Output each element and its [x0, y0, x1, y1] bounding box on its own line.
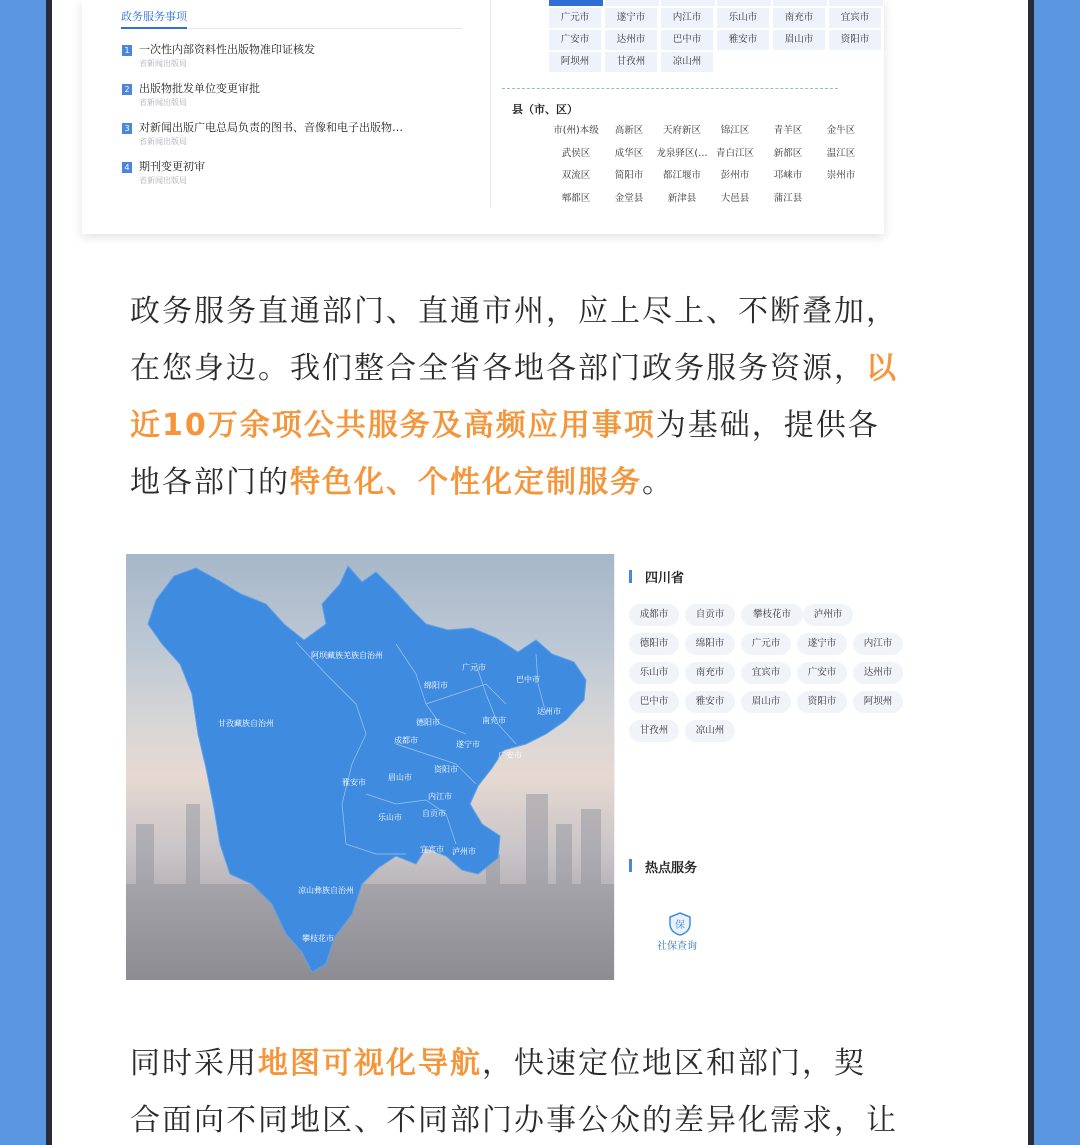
- county-link[interactable]: 双流区: [561, 170, 591, 181]
- service-number: 3: [122, 123, 132, 134]
- province-city-pill[interactable]: 阿坝州: [853, 691, 903, 713]
- closing-paragraph: [130, 1035, 960, 1145]
- map-label-meishan: 眉山市: [388, 773, 412, 782]
- map-svg: [126, 554, 614, 980]
- dotted-divider: [502, 88, 838, 89]
- province-city-pill[interactable]: 乐山市: [629, 662, 679, 684]
- para-line: [130, 454, 960, 511]
- county-link[interactable]: 锦江区: [720, 125, 750, 136]
- para-text: 合面向不同地区、不同部门办事公众的差异化需求，让: [130, 1103, 898, 1138]
- city-button[interactable]: 眉山市: [773, 30, 825, 50]
- county-link[interactable]: 天府新区: [662, 125, 701, 136]
- province-city-pill[interactable]: 巴中市: [629, 691, 679, 713]
- county-link[interactable]: 青白江区: [715, 147, 754, 159]
- map-label-ziyang: 资阳市: [434, 765, 458, 774]
- map-label-luzhou: 泸州市: [452, 847, 476, 856]
- province-city-pill[interactable]: 南充市: [685, 662, 735, 684]
- tab-strip: [717, 0, 771, 6]
- county-link[interactable]: 高新区: [614, 125, 644, 136]
- county-link[interactable]: 金牛区: [826, 125, 856, 136]
- map-label-bazhong: 巴中市: [516, 675, 540, 684]
- map-label-yaan: 雅安市: [342, 778, 366, 787]
- city-button[interactable]: 遂宁市: [605, 8, 657, 28]
- title-accent-bar: [629, 570, 632, 583]
- map-label-neijiang: 内江市: [428, 792, 452, 801]
- county-link[interactable]: 彭州市: [720, 170, 750, 181]
- map-label-deyang: 德阳市: [416, 718, 440, 727]
- county-link[interactable]: 新津县: [667, 192, 697, 204]
- intro-paragraph: [130, 283, 960, 511]
- province-city-pill[interactable]: 自贡市: [685, 604, 735, 626]
- province-city-pill[interactable]: 宜宾市: [741, 662, 791, 684]
- county-link[interactable]: 邛崃市: [773, 170, 803, 181]
- county-link[interactable]: 简阳市: [614, 170, 644, 181]
- map-label-suining: 遂宁市: [456, 740, 480, 749]
- county-link[interactable]: 武侯区: [561, 147, 591, 159]
- province-title: 四川省: [645, 571, 685, 586]
- province-city-pill[interactable]: 达州市: [853, 662, 903, 684]
- para-line: [130, 397, 960, 454]
- tab-strip: [661, 0, 715, 6]
- service-name[interactable]: 出版物批发单位变更审批: [139, 82, 260, 95]
- highlight-text: 以: [866, 351, 898, 386]
- map-label-guangyuan: 广元市: [462, 663, 486, 672]
- para-text: 为基础，提供各: [655, 408, 880, 443]
- county-link[interactable]: 郫都区: [561, 192, 591, 204]
- city-button[interactable]: 广元市: [549, 8, 601, 28]
- city-button[interactable]: 阿坝州: [549, 52, 601, 72]
- county-link[interactable]: 崇州市: [826, 170, 856, 181]
- city-button[interactable]: 乐山市: [717, 8, 769, 28]
- social-security-query-link[interactable]: 社保查询: [657, 941, 697, 952]
- services-tab-underline: [121, 28, 462, 29]
- map-label-panzhihua: 攀枝花市: [302, 934, 334, 943]
- service-number: 2: [122, 84, 132, 95]
- tab-strip: [773, 0, 827, 6]
- highlight-text: 近10万余项公共服务及高频应用事项: [130, 408, 656, 443]
- county-link[interactable]: 温江区: [826, 147, 856, 159]
- para-line: [130, 1092, 960, 1145]
- city-button[interactable]: 南充市: [773, 8, 825, 28]
- service-name[interactable]: 一次性内部资料性出版物准印证核发: [139, 43, 315, 56]
- service-card: [82, 0, 884, 234]
- sichuan-map[interactable]: [126, 554, 614, 980]
- title-accent-bar: [629, 859, 632, 872]
- province-city-pill[interactable]: 成都市: [629, 604, 679, 626]
- para-text: 地各部门的: [130, 465, 290, 500]
- city-button[interactable]: 雅安市: [717, 30, 769, 50]
- city-button[interactable]: 凉山州: [661, 52, 713, 72]
- province-city-pill[interactable]: 眉山市: [741, 691, 791, 713]
- map-label-ganzi: 甘孜藏族自治州: [218, 719, 274, 728]
- map-label-guangan: 广安市: [498, 751, 522, 760]
- county-link[interactable]: 金堂县: [614, 192, 644, 204]
- tab-strip: [829, 0, 883, 6]
- province-city-pill[interactable]: 内江市: [853, 633, 903, 655]
- province-city-pill[interactable]: 广元市: [741, 633, 791, 655]
- province-city-pill[interactable]: 雅安市: [685, 691, 735, 713]
- city-button[interactable]: 巴中市: [661, 30, 713, 50]
- province-city-pill[interactable]: 绵阳市: [685, 633, 735, 655]
- active-tab-indicator: [549, 0, 603, 6]
- county-link[interactable]: 成华区: [614, 147, 644, 159]
- province-city-pill[interactable]: 甘孜州: [629, 720, 679, 742]
- para-text: 在您身边。我们整合全省各地各部门政务服务资源，: [130, 351, 866, 386]
- region-panel: [614, 554, 934, 980]
- hot-services-title: 热点服务: [645, 861, 698, 876]
- city-button[interactable]: 甘孜州: [605, 52, 657, 72]
- county-title: 县（市、区）: [512, 103, 578, 116]
- map-label-nanchong: 南充市: [482, 716, 506, 725]
- para-text: 。: [642, 465, 674, 500]
- county-link[interactable]: 大邑县: [720, 192, 750, 204]
- map-label-yibin: 宜宾市: [420, 845, 444, 854]
- icon-glyph: 保: [675, 920, 685, 931]
- services-title[interactable]: 政务服务事项: [121, 10, 187, 23]
- map-label-zigong: 自贡市: [422, 809, 446, 818]
- tab-strip: [605, 0, 659, 6]
- province-city-pill[interactable]: 遂宁市: [797, 633, 847, 655]
- map-label-dazhou: 达州市: [537, 707, 561, 716]
- map-screenshot: [126, 554, 934, 980]
- city-button[interactable]: 广安市: [549, 30, 601, 50]
- map-label-liangshan: 凉山彝族自治州: [298, 886, 354, 895]
- province-city-pill[interactable]: 泸州市: [803, 604, 853, 626]
- city-button[interactable]: 资阳市: [829, 30, 881, 50]
- county-link[interactable]: 都江堰市: [662, 170, 701, 181]
- para-line: [130, 340, 960, 397]
- map-label-mianyang: 绵阳市: [424, 681, 448, 690]
- county-link[interactable]: 青羊区: [773, 125, 803, 136]
- service-number: 4: [122, 162, 132, 173]
- province-city-pill[interactable]: 广安市: [797, 662, 847, 684]
- map-label-aba: 阿坝藏族羌族自治州: [311, 651, 383, 660]
- service-name[interactable]: 期刊变更初审: [139, 160, 205, 173]
- social-security-icon[interactable]: [669, 912, 691, 936]
- service-number: 1: [122, 45, 132, 56]
- para-text: ，快速定位地区和部门，契: [482, 1046, 866, 1081]
- highlight-text: 地图可视化导航: [258, 1046, 482, 1081]
- service-source: 省新闻出版局: [139, 137, 187, 146]
- province-city-pill[interactable]: 攀枝花市: [741, 604, 803, 626]
- service-source: 省新闻出版局: [139, 59, 187, 68]
- service-source: 省新闻出版局: [139, 98, 187, 107]
- map-label-chengdu: 成都市: [394, 736, 418, 745]
- map-label-leshan: 乐山市: [378, 813, 402, 822]
- county-link[interactable]: 市(州)本级: [553, 125, 599, 136]
- province-city-pill[interactable]: 德阳市: [629, 633, 679, 655]
- column-divider: [490, 0, 491, 208]
- para-line: [130, 283, 960, 340]
- county-link[interactable]: 新都区: [773, 147, 803, 159]
- city-button[interactable]: 内江市: [661, 8, 713, 28]
- service-name[interactable]: 对新闻出版广电总局负责的图书、音像和电子出版物…: [139, 121, 403, 134]
- county-link[interactable]: 龙泉驿区(…: [656, 147, 708, 159]
- city-button[interactable]: 达州市: [605, 30, 657, 50]
- province-city-pill[interactable]: 凉山州: [685, 720, 735, 742]
- county-link[interactable]: 蒲江县: [773, 192, 803, 204]
- highlight-text: 特色化、个性化定制服务: [290, 465, 642, 500]
- service-source: 省新闻出版局: [139, 176, 187, 185]
- para-line: [130, 1035, 960, 1092]
- para-text: 同时采用: [130, 1046, 258, 1081]
- province-city-pill[interactable]: 资阳市: [797, 691, 847, 713]
- para-text: 政务服务直通部门、直通市州，应上尽上、不断叠加，: [130, 294, 898, 329]
- city-button[interactable]: 宜宾市: [829, 8, 881, 28]
